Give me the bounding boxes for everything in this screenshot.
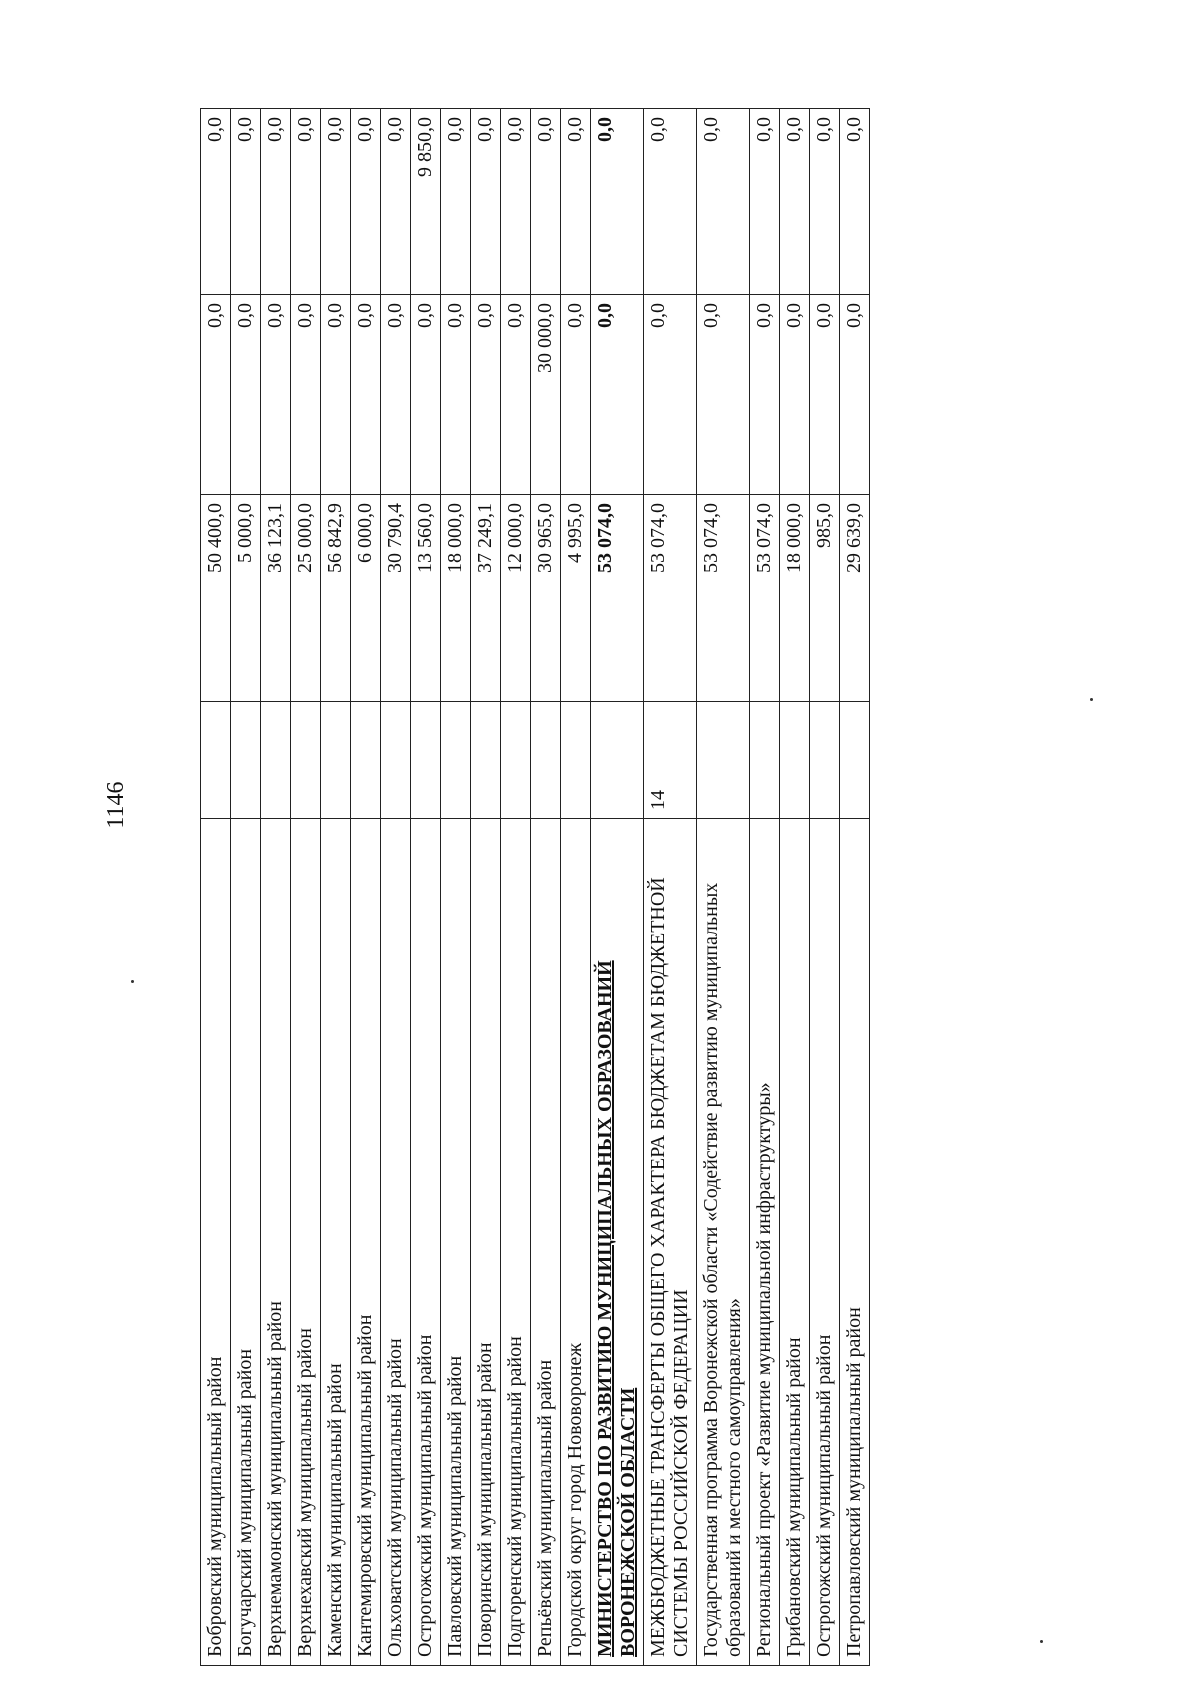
row-code-cell: [501, 702, 531, 819]
row-name-cell: Петропавловский муниципальный район: [840, 819, 870, 1666]
row-value-2-cell: 0,0: [261, 295, 291, 495]
table-row: [381, 109, 411, 1666]
row-name-cell: Репьёвский муниципальный район: [531, 819, 561, 1666]
row-value-3-cell: 0,0: [750, 109, 780, 295]
row-value-2-cell: 0,0: [810, 295, 840, 495]
row-value-1-cell: 30 790,4: [381, 495, 411, 702]
row-value-1-cell: 56 842,9: [321, 495, 351, 702]
row-value-3-cell: 0,0: [591, 109, 644, 295]
row-code-cell: [411, 702, 441, 819]
row-value-3-cell: 0,0: [351, 109, 381, 295]
row-code-cell: [351, 702, 381, 819]
budget-table-container: [200, 109, 1107, 1666]
row-name-cell: Региональный проект «Развитие муниципальной инфраструктуры»: [750, 819, 780, 1666]
scan-speck: [1040, 1640, 1043, 1643]
row-value-1-cell: 30 965,0: [531, 495, 561, 702]
row-value-3-cell: 0,0: [321, 109, 351, 295]
table-row: [840, 109, 870, 1666]
row-value-1-cell: 50 400,0: [201, 495, 231, 702]
row-name-cell: Верхнехавский муниципальный район: [291, 819, 321, 1666]
row-name-cell: Кантемировский муниципальный район: [351, 819, 381, 1666]
row-value-3-cell: 0,0: [441, 109, 471, 295]
row-value-1-cell: 53 074,0: [750, 495, 780, 702]
row-name-cell: МЕЖБЮДЖЕТНЫЕ ТРАНСФЕРТЫ ОБЩЕГО ХАРАКТЕРА БЮДЖЕТАМ БЮДЖЕТНОЙ СИСТЕМЫ РОССИЙСКОЙ ФЕДЕРАЦИИ: [644, 819, 697, 1666]
row-code-cell: [291, 702, 321, 819]
row-code-cell: [231, 702, 261, 819]
budget-table-body: [201, 109, 870, 1666]
row-value-2-cell: 0,0: [471, 295, 501, 495]
row-value-1-cell: 13 560,0: [411, 495, 441, 702]
row-value-3-cell: 0,0: [201, 109, 231, 295]
row-value-2-cell: 0,0: [780, 295, 810, 495]
table-row: [291, 109, 321, 1666]
table-row: [321, 109, 351, 1666]
row-name-cell: Острогожский муниципальный район: [810, 819, 840, 1666]
table-row: [351, 109, 381, 1666]
row-value-1-cell: 36 123,1: [261, 495, 291, 702]
row-value-2-cell: 30 000,0: [531, 295, 561, 495]
table-row: [501, 109, 531, 1666]
row-code-cell: [201, 702, 231, 819]
row-value-1-cell: 53 074,0: [591, 495, 644, 702]
table-row: [231, 109, 261, 1666]
row-code-cell: [441, 702, 471, 819]
row-value-1-cell: 4 995,0: [561, 495, 591, 702]
page-number: 1146: [103, 781, 129, 829]
row-code-cell: [261, 702, 291, 819]
row-code-cell: [810, 702, 840, 819]
scan-speck: [1090, 698, 1093, 701]
row-value-3-cell: 0,0: [561, 109, 591, 295]
row-code-cell: [321, 702, 351, 819]
row-value-1-cell: 53 074,0: [697, 495, 750, 702]
row-value-3-cell: 0,0: [697, 109, 750, 295]
row-code-cell: [381, 702, 411, 819]
row-value-2-cell: 0,0: [591, 295, 644, 495]
table-row: [531, 109, 561, 1666]
row-name-cell: Ольховатский муниципальный район: [381, 819, 411, 1666]
row-value-3-cell: 0,0: [501, 109, 531, 295]
row-value-3-cell: 0,0: [810, 109, 840, 295]
row-code-cell: [471, 702, 501, 819]
row-value-1-cell: 18 000,0: [780, 495, 810, 702]
table-row: [780, 109, 810, 1666]
row-value-3-cell: 0,0: [231, 109, 261, 295]
row-value-2-cell: 0,0: [501, 295, 531, 495]
row-value-1-cell: 37 249,1: [471, 495, 501, 702]
row-name-cell: Грибановский муниципальный район: [780, 819, 810, 1666]
row-value-2-cell: 0,0: [321, 295, 351, 495]
row-value-2-cell: 0,0: [351, 295, 381, 495]
row-name-cell: Подгоренский муниципальный район: [501, 819, 531, 1666]
row-value-2-cell: 0,0: [411, 295, 441, 495]
row-value-1-cell: 18 000,0: [441, 495, 471, 702]
table-row: [201, 109, 231, 1666]
row-code-cell: [840, 702, 870, 819]
row-code-cell: [561, 702, 591, 819]
budget-table: [200, 108, 870, 1666]
row-value-3-cell: 0,0: [291, 109, 321, 295]
row-value-2-cell: 0,0: [750, 295, 780, 495]
table-row: [471, 109, 501, 1666]
row-code-cell: [531, 702, 561, 819]
row-value-1-cell: 12 000,0: [501, 495, 531, 702]
row-name-cell: Государственная программа Воронежской области «Содействие развитию муниципальных образований и местного самоуправления»: [697, 819, 750, 1666]
row-value-2-cell: 0,0: [840, 295, 870, 495]
table-row: [697, 109, 750, 1666]
row-value-1-cell: 25 000,0: [291, 495, 321, 702]
row-value-3-cell: 0,0: [840, 109, 870, 295]
row-code-cell: [697, 702, 750, 819]
row-value-2-cell: 0,0: [231, 295, 261, 495]
row-value-2-cell: 0,0: [381, 295, 411, 495]
row-code-cell: [591, 702, 644, 819]
row-value-2-cell: 0,0: [291, 295, 321, 495]
row-name-cell: Богучарский муниципальный район: [231, 819, 261, 1666]
row-value-3-cell: 0,0: [471, 109, 501, 295]
row-value-2-cell: 0,0: [561, 295, 591, 495]
table-row: [411, 109, 441, 1666]
scan-speck: [131, 980, 134, 983]
row-name-cell: Острогожский муниципальный район: [411, 819, 441, 1666]
row-code-cell: [750, 702, 780, 819]
table-row: [591, 109, 644, 1666]
table-row: [750, 109, 780, 1666]
row-value-2-cell: 0,0: [201, 295, 231, 495]
row-value-1-cell: 6 000,0: [351, 495, 381, 702]
row-name-cell: Верхнемамонский муниципальный район: [261, 819, 291, 1666]
row-value-3-cell: 0,0: [644, 109, 697, 295]
row-value-1-cell: 985,0: [810, 495, 840, 702]
row-name-cell: Поворинский муниципальный район: [471, 819, 501, 1666]
row-code-cell: 14: [644, 702, 697, 819]
row-value-3-cell: 0,0: [780, 109, 810, 295]
row-name-cell: Каменский муниципальный район: [321, 819, 351, 1666]
row-name-cell: Городской округ город Нововоронеж: [561, 819, 591, 1666]
row-value-1-cell: 29 639,0: [840, 495, 870, 702]
row-value-2-cell: 0,0: [441, 295, 471, 495]
row-value-3-cell: 9 850,0: [411, 109, 441, 295]
row-value-2-cell: 0,0: [644, 295, 697, 495]
table-row: [561, 109, 591, 1666]
row-name-cell: Павловский муниципальный район: [441, 819, 471, 1666]
row-value-3-cell: 0,0: [381, 109, 411, 295]
table-row: [261, 109, 291, 1666]
table-row: [644, 109, 697, 1666]
table-row: [441, 109, 471, 1666]
table-row: [810, 109, 840, 1666]
row-code-cell: [780, 702, 810, 819]
row-value-2-cell: 0,0: [697, 295, 750, 495]
row-name-cell: МИНИСТЕРСТВО ПО РАЗВИТИЮ МУНИЦИПАЛЬНЫХ ОБРАЗОВАНИЙ ВОРОНЕЖСКОЙ ОБЛАСТИ: [591, 819, 644, 1666]
row-value-3-cell: 0,0: [531, 109, 561, 295]
row-name-cell: Бобровский муниципальный район: [201, 819, 231, 1666]
row-value-3-cell: 0,0: [261, 109, 291, 295]
row-value-1-cell: 5 000,0: [231, 495, 261, 702]
row-value-1-cell: 53 074,0: [644, 495, 697, 702]
